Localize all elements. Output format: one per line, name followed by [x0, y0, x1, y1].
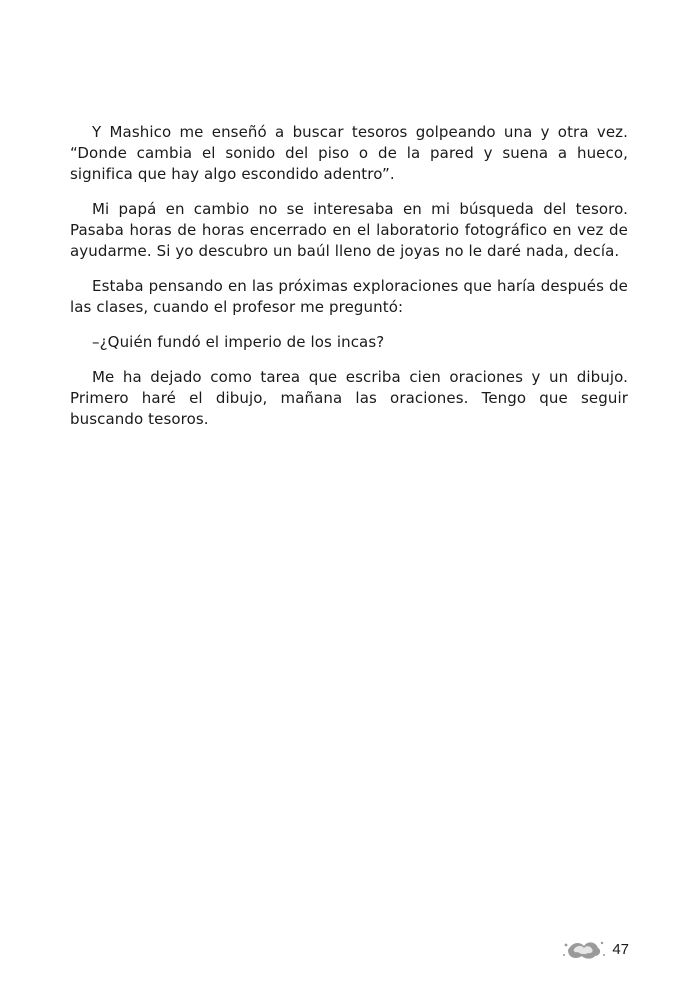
story-text: [70, 122, 628, 444]
page-number: 47: [612, 940, 629, 958]
splash-decoration-icon: [562, 936, 606, 962]
page-footer: [562, 936, 629, 962]
paragraph-1: Y Mashico me enseñó a buscar tesoros golpeando una y otra vez. “Donde cambia el sonido del piso o de la pared y suena a hueco, significa que hay algo escondido adentro”.: [70, 123, 628, 183]
paragraph-4-dialogue: –¿Quién fundó el imperio de los incas?: [92, 333, 385, 351]
paragraph-3: Estaba pensando en las próximas exploraciones que haría después de las clases, cuando el profesor me preguntó:: [70, 277, 628, 316]
paragraph-5: Me ha dejado como tarea que escriba cien oraciones y un dibujo. Primero haré el dibujo, mañana las oraciones. Tengo que seguir buscando tesoros.: [70, 368, 628, 428]
paragraph-2: Mi papá en cambio no se interesaba en mi búsqueda del tesoro. Pasaba horas de horas encerrado en el laboratorio fotográfico en vez de ayudarme. Si yo descubro un baúl lleno de joyas no le daré nada, decía.: [70, 200, 628, 260]
